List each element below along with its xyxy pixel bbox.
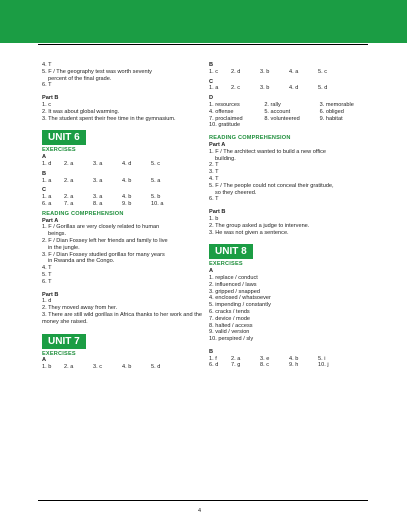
answer-cell: 1. c [209,68,219,75]
answer-cell: 5. c [151,160,161,167]
answer-line: 1. replace / conduct [209,274,258,281]
answer-line: 3. There are still wild gorillas in Africa thanks to her work and the money she raised. [42,311,202,325]
exercise-letter: C [209,78,214,85]
right-column [209,62,369,369]
answer-cell: 3. a [93,160,103,167]
answer-cell: 2. d [231,68,241,75]
answer-cell: 5. i [318,355,326,362]
section-heading: READING COMPREHENSION [42,210,124,217]
part-heading: Part B [42,95,59,102]
answer-cell: 5. b [151,194,161,201]
answer-cell: 1. a [42,194,52,201]
bottom-rule [38,500,368,501]
section-heading: EXERCISES [42,350,76,357]
answer-line: 4. T [209,175,219,182]
answer-cell: 4. d [289,85,299,92]
answer-line: 1. c [42,101,52,108]
answer-cell: 1. d [42,160,52,167]
answer-cell: 4. offense [209,108,234,115]
answer-line: 3. The student spent their free time in the gymnasium. [42,115,176,122]
answer-line: 4. enclosed / whatsoever [209,295,271,302]
answer-line: 4. T [42,265,52,272]
exercise-letter: B [209,62,214,68]
answer-cell: 2. a [64,364,74,371]
left-column [42,62,202,371]
unit-badge: UNIT 8 [209,244,253,259]
answer-line: 3. T [209,169,219,176]
exercise-letter: B [42,170,47,177]
answer-line: 5. F / The geography test was worth seventy [42,68,152,75]
part-heading: Part B [42,291,59,298]
answer-cell: 5. c [318,68,328,75]
answer-cell: 9. b [122,200,132,207]
part-heading: Part A [42,217,59,224]
answer-cell: 3. b [260,68,270,75]
answer-cell: 5. account [264,108,291,115]
answer-cell: 2. a [231,355,241,362]
answer-line: 10. gratitude [209,122,241,129]
answer-cell: 5. a [151,177,161,184]
answer-row [42,178,202,185]
answer-cell: 2. a [64,177,74,184]
answer-cell: 8. a [93,200,103,207]
answer-cell: 6. obliged [319,108,344,115]
answer-cell: 7. proclaimed [209,115,243,122]
exercise-letter: D [209,95,214,102]
answer-cell: 5. d [151,364,161,371]
answer-cell: 1. resources [209,101,240,108]
answer-line: 1. b [209,215,219,222]
answer-row [209,116,369,123]
answer-line: 4. T [42,62,52,68]
page-number: 4 [198,508,202,514]
header-band [0,0,407,43]
answer-cell: 4. b [122,194,132,201]
answer-row [209,85,369,92]
answer-cell: 5. d [318,85,328,92]
answer-line: 2. influenced / laws [209,281,257,288]
unit-badge: UNIT 6 [42,130,86,145]
answer-cell: 4. d [122,160,132,167]
part-heading: Part A [209,141,226,148]
answer-row [42,194,202,201]
answer-line: beings. [48,231,67,238]
part-heading: Part B [209,209,226,216]
answer-line: in the jungle. [48,244,80,251]
answer-line: in Rwanda and the Congo. [48,258,115,265]
answer-cell: 7. g [231,362,241,369]
exercise-letter: A [42,154,47,161]
answer-line: so they cheered. [215,189,257,196]
answer-cell: 3. memorable [319,101,354,108]
answer-line: 10. perspired / sly [209,336,254,343]
answer-line: 2. T [209,162,219,169]
answer-line: 6. cracks / tends [209,308,250,315]
exercise-letter: A [209,268,214,275]
answer-cell: 1. b [42,364,52,371]
answer-cell: 6. d [209,362,219,369]
answer-line: 5. impending / constantly [209,302,271,309]
answer-cell: 9. h [289,362,299,369]
answer-row [209,109,369,116]
answer-cell: 2. a [64,194,74,201]
answer-cell: 8. c [260,362,270,369]
answer-cell: 1. a [209,85,219,92]
exercise-letter: C [42,187,47,194]
answer-row [42,161,202,168]
answer-line: 7. device / mode [209,315,251,322]
answer-line: 2. It was about global warming. [42,108,120,115]
exercise-letter: B [209,348,214,355]
unit-badge: UNIT 7 [42,334,86,349]
exercise-letter: A [42,357,47,364]
answer-line: 6. T [42,82,52,89]
answer-row [42,201,202,208]
answer-line: 2. The group asked a judge to intervene. [209,222,310,229]
answer-line: 8. halted / access [209,322,253,329]
section-heading: READING COMPREHENSION [209,135,291,142]
answer-line: percent of the final grade. [48,75,112,82]
answer-cell: 4. b [122,364,132,371]
answer-cell: 7. a [64,200,74,207]
answer-cell: 4. a [289,68,299,75]
answer-row [209,362,369,369]
answer-cell: 4. b [289,355,299,362]
answer-line: 5. T [42,271,52,278]
answer-row [209,102,369,109]
answer-line: building. [215,155,236,162]
answer-cell: 10. a [151,200,164,207]
answer-cell: 3. c [93,364,103,371]
answer-cell: 2. a [64,160,74,167]
answer-cell: 10. j [318,362,329,369]
answer-row [42,364,202,371]
answer-cell: 2. rally [264,101,281,108]
answer-line: 3. F / Dian Fossey studied gorillas for many years [42,251,165,258]
answer-line: 1. d [42,298,52,305]
answer-line: 1. F / Gorillas are very closely related to human [42,224,160,231]
answer-line: 2. F / Dian Fossey left her friends and family to live [42,237,168,244]
answer-line: 6. T [209,196,219,203]
answer-row [209,356,369,363]
answer-cell: 1. f [209,355,217,362]
answer-line: 1. F / The architect wanted to build a new office [209,148,327,155]
section-heading: EXERCISES [42,147,76,154]
top-rule [38,44,368,45]
answer-line: 3. He was not given a sentence. [209,229,289,236]
answer-cell: 3. b [260,85,270,92]
section-heading: EXERCISES [209,261,243,268]
answer-row [209,69,369,76]
answer-cell: 3. e [260,355,270,362]
answer-cell: 9. habitat [319,115,343,122]
answer-line: 9. valid / version [209,329,250,336]
answer-cell: 3. a [93,177,103,184]
answer-cell: 1. a [42,177,52,184]
answer-cell: 3. a [93,194,103,201]
answer-line: 2. They moved away from her. [42,305,118,312]
answer-line: 6. T [42,278,52,285]
answer-cell: 6. a [42,200,52,207]
answer-cell: 2. c [231,85,241,92]
answer-cell: 4. b [122,177,132,184]
answer-line: 5. F / The people could not conceal their gratitude, [209,182,334,189]
answer-line: 3. gripped / snapped [209,288,261,295]
answer-cell: 8. volunteered [264,115,300,122]
